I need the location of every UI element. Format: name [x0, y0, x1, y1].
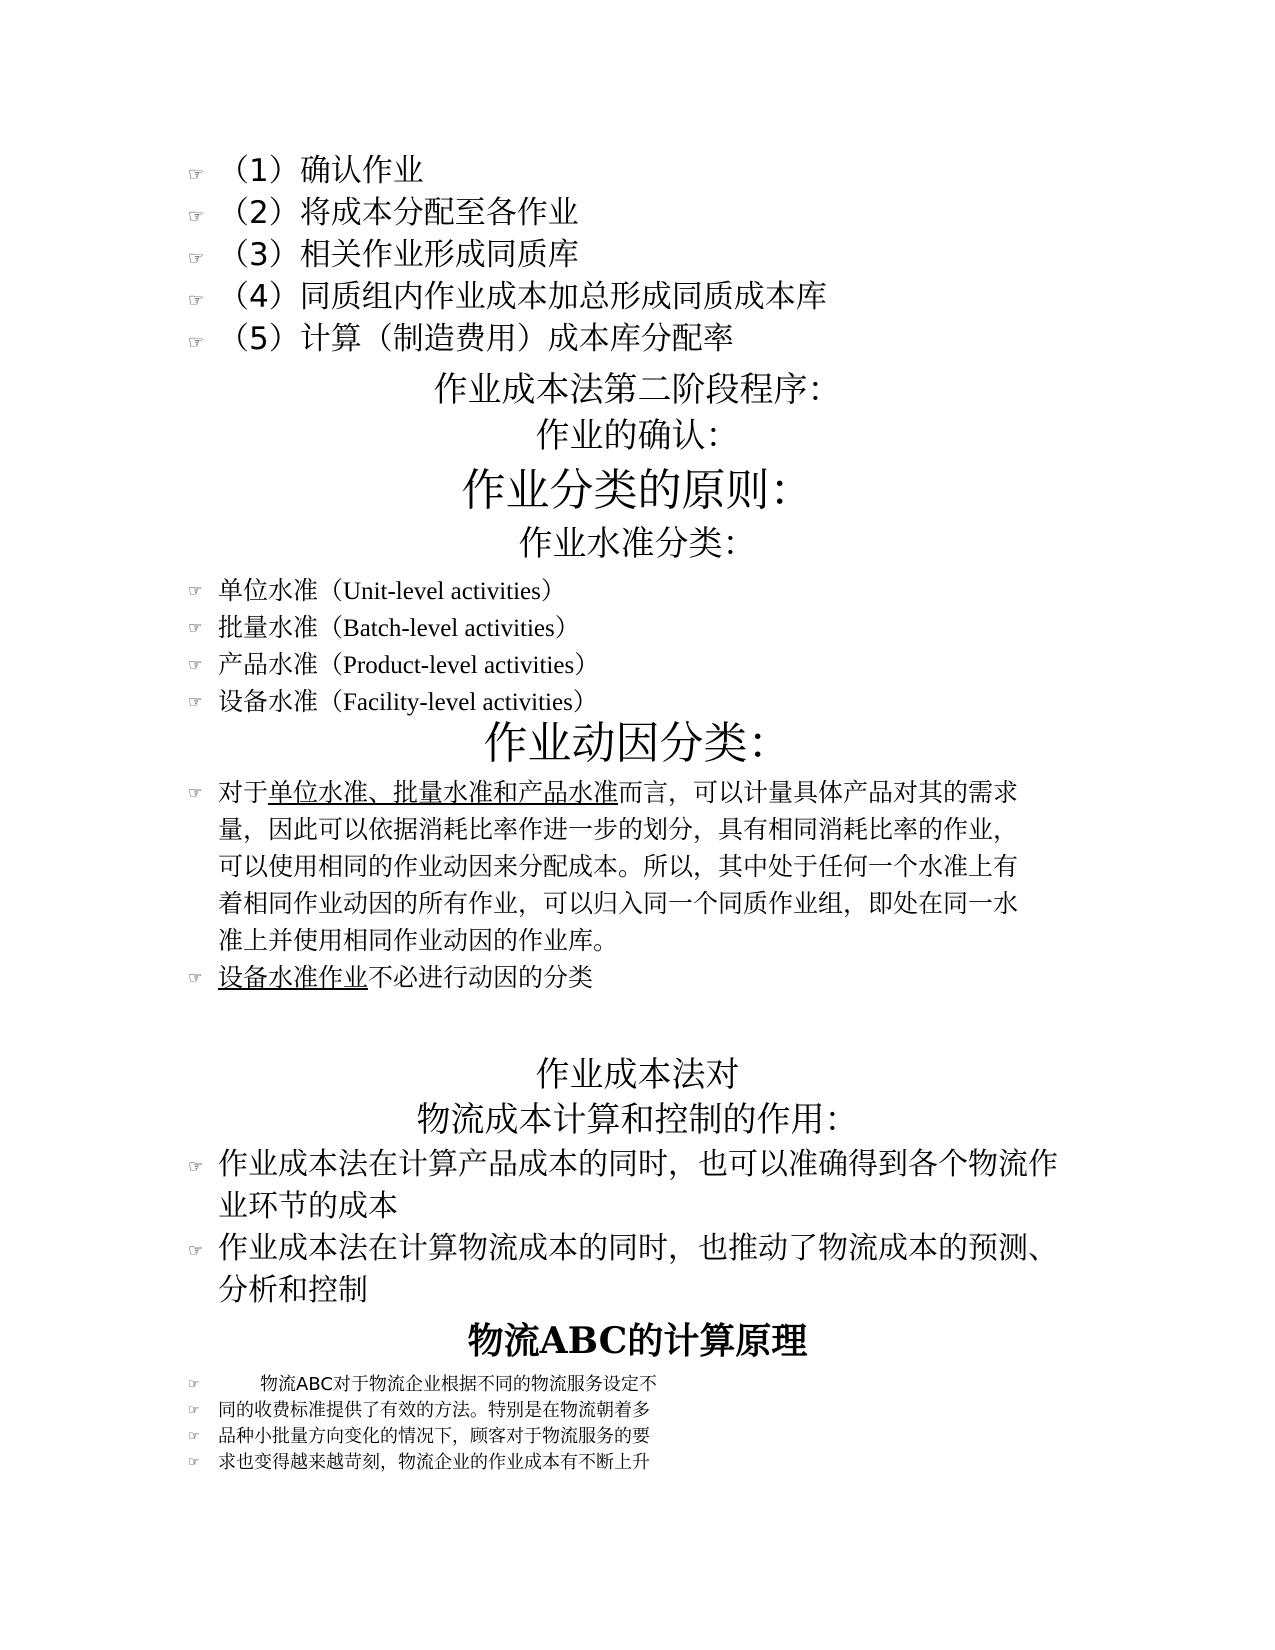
pointing-hand-icon: ☞	[188, 1157, 204, 1177]
list-item	[188, 1398, 748, 1424]
principle-text: 品种小批量方向变化的情况下，顾客对于物流服务的要	[218, 1426, 650, 1447]
driver-text: 不必进行动因的分类	[368, 963, 594, 992]
list-item	[188, 683, 599, 720]
step-text: （5）计算（制造费用）成本库分配率	[218, 321, 734, 357]
list-item	[188, 234, 827, 276]
step-text: （3）相关作业形成同质库	[218, 237, 579, 273]
level-en: （Unit-level activities）	[318, 578, 566, 605]
activity-level-list	[188, 572, 599, 720]
pointing-hand-icon: ☞	[188, 692, 203, 711]
pointing-hand-icon: ☞	[188, 1455, 200, 1470]
pointing-hand-icon: ☞	[188, 1241, 204, 1261]
pointing-hand-icon: ☞	[188, 290, 205, 311]
pointing-hand-icon: ☞	[188, 164, 205, 185]
principle-text: 物流ABC对于物流企业根据不同的物流服务设定不	[260, 1374, 657, 1395]
role-text: 作业成本法在计算物流成本的同时，也推动了物流成本的预测、分析和控制	[218, 1231, 1058, 1308]
section-heading-role-line1: 作业成本法对	[535, 1055, 740, 1095]
list-item	[188, 1450, 748, 1476]
level-zh: 设备水准	[218, 687, 319, 716]
section-heading-stage2: 作业成本法第二阶段程序：	[433, 370, 842, 410]
section-heading-confirm: 作业的确认：	[535, 416, 740, 456]
pointing-hand-icon: ☞	[188, 581, 203, 600]
driver-text: 而言，可以计量具体产品对其的需求量，因此可以依据消耗比率作进一步的划分，具有相同消耗比率的作业，可以使用相同的作业动因来分配成本。所以，其中处于任何一个水准上有着相同作业动因的所有作业，可以归入同一个同质作业组，即处在同一水准上并使用相同作业动因的作业库。	[218, 778, 1019, 955]
pointing-hand-icon: ☞	[188, 1377, 200, 1392]
pointing-hand-icon: ☞	[188, 618, 203, 637]
abc-role-list	[188, 1144, 1068, 1312]
level-en: （Product-level activities）	[318, 652, 600, 679]
driver-underlined-term: 设备水准作业	[218, 963, 369, 992]
step-text: （2）将成本分配至各作业	[218, 195, 579, 231]
level-zh: 批量水准	[218, 613, 319, 642]
pointing-hand-icon: ☞	[188, 206, 205, 227]
section-heading-driver: 作业动因分类：	[483, 718, 792, 769]
pointing-hand-icon: ☞	[188, 1429, 200, 1444]
driver-underlined-term: 单位水准、批量水准和产品水准	[268, 778, 619, 807]
section-heading-role-line2: 物流成本计算和控制的作用：	[416, 1100, 859, 1140]
section-heading-abc: 物流ABC的计算原理	[467, 1320, 808, 1362]
pointing-hand-icon: ☞	[188, 968, 203, 987]
list-item	[188, 646, 599, 683]
list-item	[188, 1372, 748, 1398]
list-item	[188, 572, 599, 609]
list-item	[188, 276, 827, 318]
list-item	[188, 609, 599, 646]
pointing-hand-icon: ☞	[188, 1403, 200, 1418]
list-item	[188, 1144, 1068, 1228]
principle-text: 求也变得越来越苛刻，物流企业的作业成本有不断上升	[218, 1452, 650, 1473]
pointing-hand-icon: ☞	[188, 248, 205, 269]
pointing-hand-icon: ☞	[188, 332, 205, 353]
abc-steps-list	[188, 150, 827, 360]
activity-driver-list	[188, 774, 1038, 996]
list-item	[188, 1424, 748, 1450]
list-item	[188, 150, 827, 192]
level-zh: 产品水准	[218, 650, 319, 679]
abc-principle-list	[188, 1372, 748, 1476]
role-text: 作业成本法在计算产品成本的同时，也可以准确得到各个物流作业环节的成本	[218, 1147, 1058, 1224]
level-zh: 单位水准	[218, 576, 319, 605]
driver-prefix: 对于	[218, 778, 269, 807]
list-item	[188, 318, 827, 360]
level-en: （Batch-level activities）	[318, 615, 580, 642]
level-en: （Facility-level activities）	[318, 689, 598, 716]
section-heading-principle: 作业分类的原则：	[461, 465, 814, 516]
section-heading-level: 作业水准分类：	[518, 524, 757, 564]
list-item	[188, 1228, 1068, 1312]
step-text: （4）同质组内作业成本加总形成同质成本库	[218, 279, 827, 315]
pointing-hand-icon: ☞	[188, 783, 203, 802]
step-text: （1）确认作业	[218, 153, 424, 189]
principle-text: 同的收费标准提供了有效的方法。特别是在物流朝着多	[218, 1400, 650, 1421]
list-item	[188, 959, 1038, 996]
pointing-hand-icon: ☞	[188, 655, 203, 674]
list-item	[188, 192, 827, 234]
list-item	[188, 774, 1038, 959]
